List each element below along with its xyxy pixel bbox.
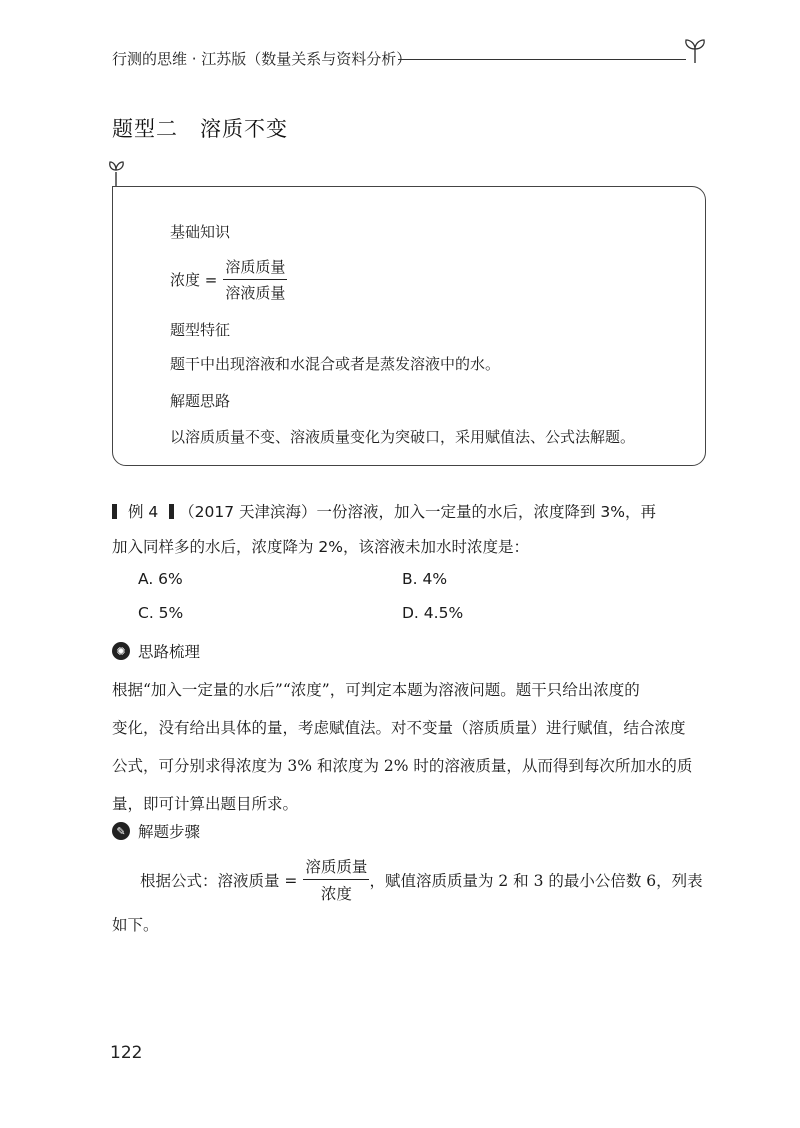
formula-denominator: 溶液质量 — [225, 284, 286, 302]
section-title — [112, 113, 288, 143]
solution-suffix: ，赋值溶质质量为 2 和 3 的最小公倍数 6，列表 — [369, 871, 703, 890]
feature-label: 题型特征 — [170, 321, 231, 339]
sprout-icon — [682, 36, 708, 64]
option-c: C. 5% — [138, 604, 184, 622]
option-b: B. 4% — [402, 570, 448, 588]
option-a: A. 6% — [138, 570, 183, 588]
solution-line-2: 如下。 — [112, 916, 159, 934]
option-d: D. 4.5% — [402, 604, 464, 622]
example-line-1 — [112, 500, 656, 522]
example-text-1: （2017 天津滨海）一份溶液，加入一定量的水后，浓度降到 3%，再 — [179, 503, 657, 521]
approach-label: 解题思路 — [170, 392, 231, 410]
example-tag: 例 4 — [127, 503, 159, 521]
analysis-title: 思路梳理 — [138, 643, 201, 661]
solution-numerator: 溶质质量 — [303, 855, 369, 880]
sprout-icon — [108, 150, 134, 188]
section-number: 题型二 — [112, 117, 178, 141]
approach-text: 以溶质质量不变、溶液质量变化为突破口，采用赋值法、公式法解题。 — [170, 428, 636, 446]
solution-prefix: 根据公式：溶液质量 = — [140, 871, 298, 890]
running-header: 行测的思维 · 江苏版（数量关系与资料分析） — [112, 50, 412, 68]
solution-fraction — [303, 855, 369, 904]
solution-denominator: 浓度 — [320, 885, 352, 903]
lightbulb-icon: ✺ — [112, 642, 130, 660]
analysis-line-1: 根据“加入一定量的水后”“浓度”，可判定本题为溶液问题。题干只给出浓度的 — [112, 681, 640, 699]
example-line-2: 加入同样多的水后，浓度降为 2%，该溶液未加水时浓度是： — [112, 538, 530, 556]
header-rule — [398, 59, 686, 60]
section-name: 溶质不变 — [200, 117, 288, 141]
formula-numerator: 溶质质量 — [223, 256, 287, 280]
basic-knowledge-label: 基础知识 — [170, 223, 231, 241]
pencil-icon: ✎ — [112, 822, 130, 840]
analysis-heading — [112, 640, 200, 662]
analysis-line-3: 公式，可分别求得浓度为 3% 和浓度为 2% 时的溶液质量，从而得到每次所加水的质 — [112, 757, 693, 775]
analysis-line-4: 量，即可计算出题目所求。 — [112, 795, 299, 813]
steps-heading — [112, 820, 200, 842]
tag-bar-left — [112, 504, 117, 519]
feature-text: 题干中出现溶液和水混合或者是蒸发溶液中的水。 — [170, 355, 501, 373]
solution-formula — [140, 855, 703, 904]
analysis-line-2: 变化，没有给出具体的量，考虑赋值法。对不变量（溶质质量）进行赋值，结合浓度 — [112, 719, 686, 737]
page-number: 122 — [110, 1043, 143, 1063]
formula-lhs: 浓度 = — [170, 271, 218, 289]
steps-title: 解题步骤 — [138, 823, 201, 841]
tag-bar-right — [169, 504, 174, 519]
concentration-formula — [170, 256, 287, 303]
formula-fraction — [223, 256, 287, 303]
